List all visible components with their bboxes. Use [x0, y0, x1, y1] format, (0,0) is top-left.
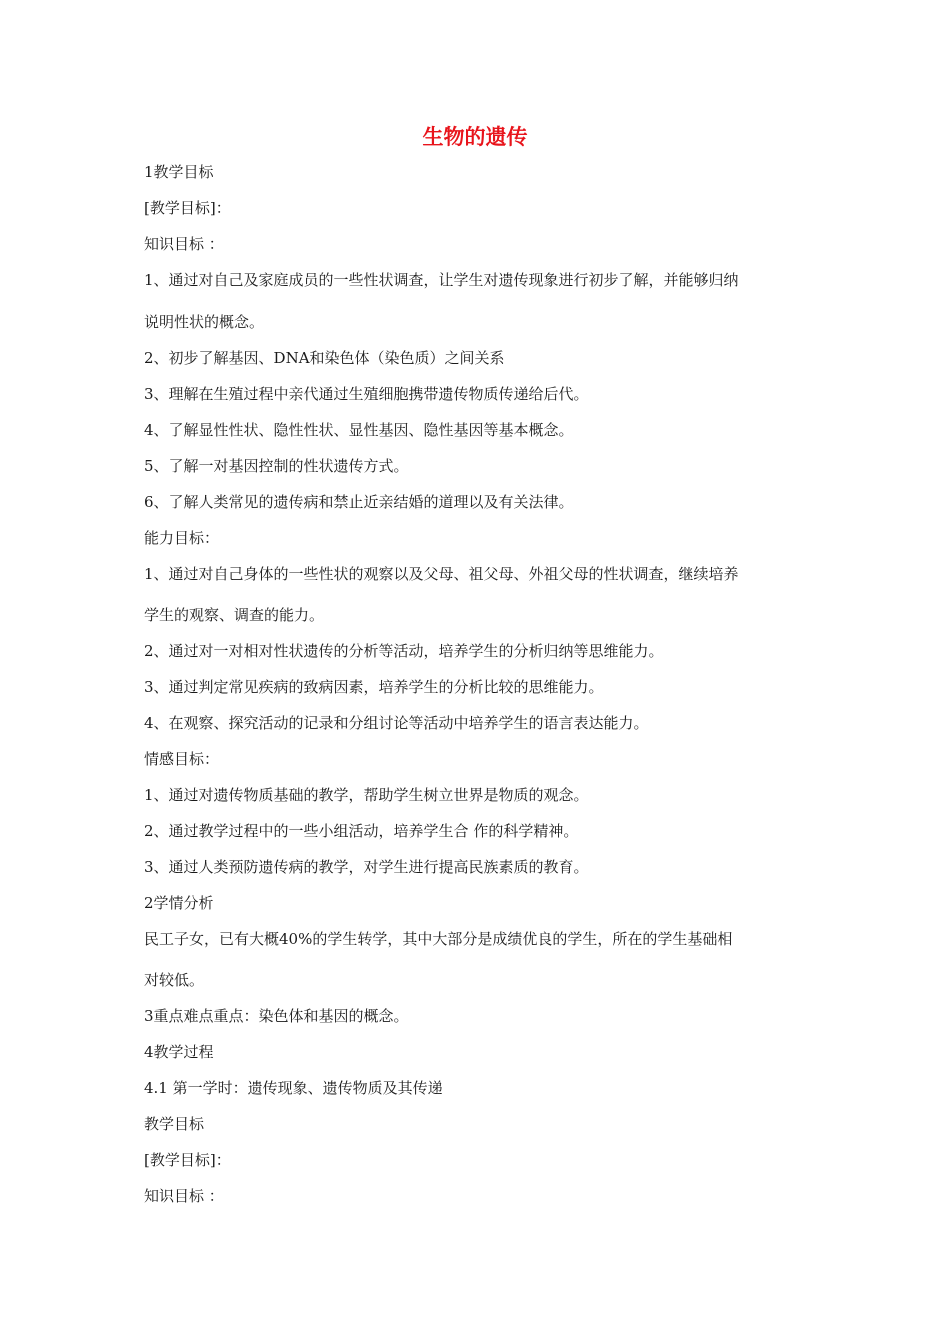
subheading-teaching-goals: 教学目标 — [144, 1115, 205, 1133]
subheading-knowledge-goals: 知识目标 ： — [144, 1187, 224, 1205]
paragraph-line: 4、在观察、探究活动的记录和分组讨论等活动中培养学生的语言表达能力。 — [144, 714, 649, 732]
paragraph-line: 2、通过对一对相对性状遗传的分析等活动，培养学生的分析归纳等思维能力。 — [144, 642, 664, 660]
subheading-ability-goals: 能力目标： — [144, 529, 220, 547]
paragraph-line: 2、初步了解基因、DNA和染色体（染色质）之间关系 — [144, 349, 505, 367]
paragraph-line: 3、理解在生殖过程中亲代通过生殖细胞携带遗传物质传递给后代。 — [144, 385, 589, 403]
paragraph-line: 5、了解一对基因控制的性状遗传方式。 — [144, 457, 409, 475]
paragraph-line: 2、通过教学过程中的一些小组活动，培养学生合 作的科学精神。 — [144, 822, 579, 840]
paragraph-line: 3、通过判定常见疾病的致病因素，培养学生的分析比较的思维能力。 — [144, 678, 604, 696]
paragraph-line: 民工子女，已有大概40%的学生转学，其中大部分是成绩优良的学生，所在的学生基础相 — [144, 930, 733, 948]
paragraph-line: 1、通过对自己及家庭成员的一些性状调查，让学生对遗传现象进行初步了解，并能够归纳 — [144, 271, 739, 289]
paragraph-line: 6、了解人类常见的遗传病和禁止近亲结婚的道理以及有关法律。 — [144, 493, 574, 511]
paragraph-line: 1、通过对遗传物质基础的教学，帮助学生树立世界是物质的观念。 — [144, 786, 589, 804]
paragraph-line: 学生的观察、调查的能力。 — [144, 606, 325, 624]
paragraph-line: 对较低。 — [144, 971, 205, 989]
paragraph-line: 说明性状的概念。 — [144, 313, 265, 331]
paragraph-line: 1、通过对自己身体的一些性状的观察以及父母、祖父母、外祖父母的性状调查，继续培养 — [144, 565, 739, 583]
subsection-heading-lesson-1: 4.1 第一学时：遗传现象、遗传物质及其传递 — [144, 1079, 443, 1097]
subheading-teaching-goals: [教学目标]： — [144, 199, 231, 217]
paragraph-line: 3、通过人类预防遗传病的教学，对学生进行提高民族素质的教育。 — [144, 858, 589, 876]
subheading-teaching-goals-bracket: [教学目标]： — [144, 1151, 231, 1169]
section-heading-student-analysis: 2学情分析 — [144, 894, 214, 912]
subheading-knowledge-goals: 知识目标 ： — [144, 235, 224, 253]
subheading-emotional-goals: 情感目标： — [144, 750, 220, 768]
document-title: 生物的遗传 — [422, 125, 528, 149]
section-heading-teaching-goals: 1教学目标 — [144, 163, 214, 181]
section-heading-key-points: 3重点难点重点：染色体和基因的概念。 — [144, 1007, 409, 1025]
section-heading-teaching-process: 4教学过程 — [144, 1043, 214, 1061]
paragraph-line: 4、了解显性性状、隐性性状、显性基因、隐性基因等基本概念。 — [144, 421, 574, 439]
